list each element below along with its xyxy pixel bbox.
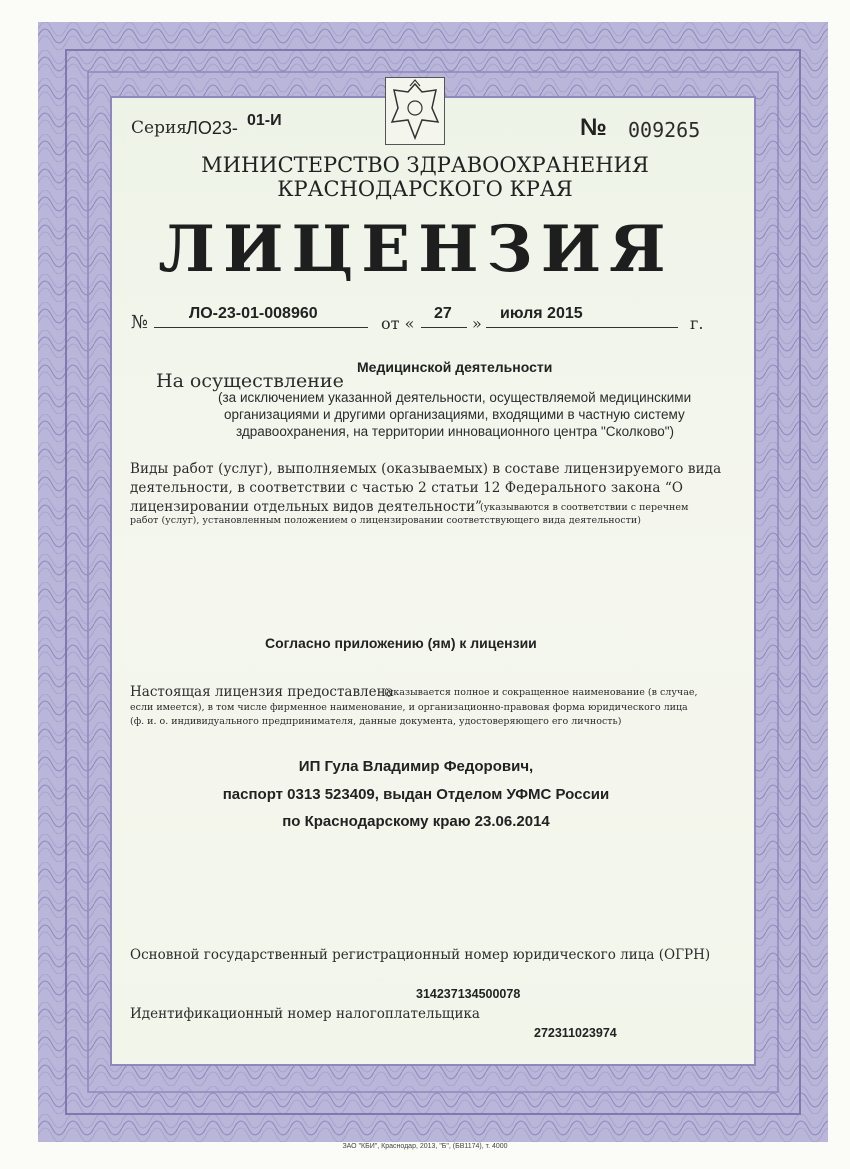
quote-close: » [472,314,482,333]
number-sign: № [580,114,607,141]
activity-label: На осуществление [156,370,344,392]
licensee-note-line-2: если имеется), в том числе фирменное наименование, и организационно-правовая форма юридического лица [130,702,688,713]
works-line-3-note: (указываются в соответствии с перечнем [480,502,689,513]
activity-note-line-3: здравоохранения, на территории инновационного центра "Сколково") [236,424,675,439]
ministry-line-2: КРАСНОДАРСКОГО КРАЯ [277,177,573,201]
licensee-note-line-1: (указывается полное и сокращенное наименование (в случае, [384,687,698,698]
month-year-underline [486,327,678,328]
licensee-name-line-1: ИП Гула Владимир Федорович, [298,758,534,775]
ogrn-label: Основной государственный регистрационный номер юридического лица (ОГРН) [130,947,711,963]
ministry-line-1: МИНИСТЕРСТВО ЗДРАВООХРАНЕНИЯ [201,153,649,177]
activity-value: Медицинской деятельности [357,359,553,375]
series-value: ЛО23- [186,118,238,138]
license-number: ЛО-23-01-008960 [189,305,318,322]
works-line-3: лицензировании отдельных видов деятельности” [130,499,482,515]
works-line-4: работ (услуг), установленным положением о лицензировании соответствующего вида деятельности) [130,515,641,526]
works-line-2: деятельности, в соответствии с частью 2 статьи 12 Федерального закона “О [130,480,684,496]
license-no-underline [154,327,368,328]
license-day: 27 [434,305,452,322]
activity-note-line-1: (за исключением указанной деятельности, осуществляемой медицинскими [218,390,692,405]
inn-label: Идентификационный номер налогоплательщика [130,1006,480,1022]
inn-value: 272311023974 [534,1026,617,1040]
series-suffix: 01-И [247,112,282,129]
licensee-label: Настоящая лицензия предоставлена [130,684,394,700]
license-month-year: июля 2015 [500,305,583,322]
works-line-1: Виды работ (услуг), выполняемых (оказываемых) в составе лицензируемого вида [130,461,722,477]
form-number: 009265 [628,118,701,142]
licensee-name-line-3: по Краснодарскому краю 23.06.2014 [282,813,550,830]
works-value: Согласно приложению (ям) к лицензии [265,635,537,651]
document-title: ЛИЦЕНЗИЯ [158,212,674,287]
printer-imprint: ЗАО "КБИ", Краснодар, 2013, "Б", (БВ1174), т. 4000 [342,1143,508,1150]
from-label: от « [381,314,415,333]
year-suffix: г. [690,314,704,333]
licensee-note-line-3: (ф. и. о. индивидуального предпринимателя, данные документа, удостоверяющего его личность) [130,716,622,727]
coat-of-arms-emblem [385,77,445,145]
day-underline [421,327,467,328]
license-no-label: № [131,312,149,333]
series-label: Серия [131,118,188,138]
activity-note-line-2: организациями и другими организациями, входящими в частную систему [224,407,685,422]
licensee-name-line-2: паспорт 0313 523409, выдан Отделом УФМС России [222,786,610,803]
ogrn-value: 314237134500078 [416,987,521,1001]
